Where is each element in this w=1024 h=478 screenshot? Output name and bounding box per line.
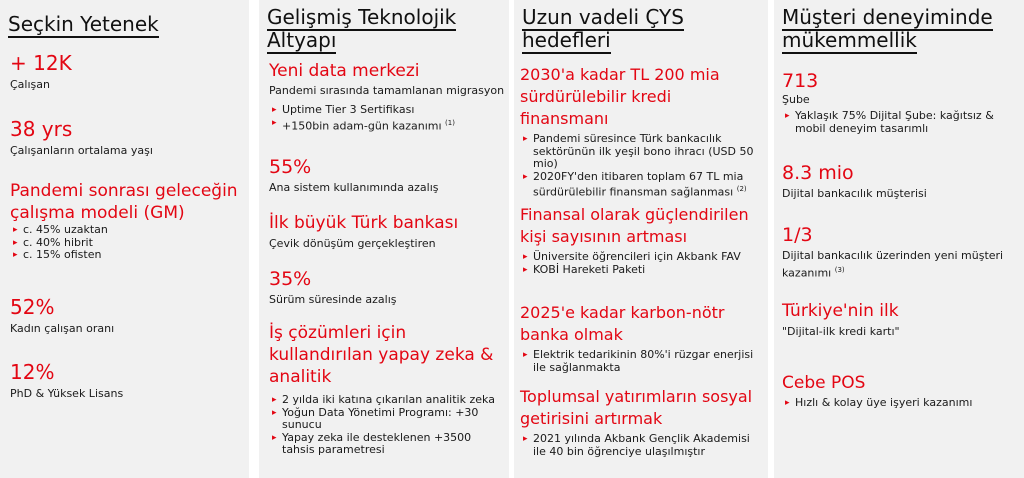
stat-cebe-pos [774, 372, 1024, 410]
goal-social-investment [514, 386, 768, 458]
stat-women [0, 296, 249, 336]
bullet-item: ▸ c. 15% ofisten [10, 249, 245, 262]
stat-label: Dijital bankacılık müşterisi [782, 187, 927, 200]
stat-branches [774, 70, 1024, 135]
stat-value: 35% [269, 268, 312, 290]
stat-value: 55% [269, 156, 312, 178]
stat-value: + 12K [10, 51, 72, 75]
bullet-item: ▸ KOBİ Hareketi Paketi [520, 264, 764, 277]
stat-title: Cebe POS [782, 373, 866, 393]
stat-label: Kadın çalışan oranı [10, 322, 115, 335]
column-customer-experience [774, 0, 1024, 478]
bullet-item: ▸ 2020FY'den itibaren toplam 67 TL mia sürdürülebilir finansman sağlanması $^{(2)}$ [520, 171, 764, 200]
stat-average-age [0, 118, 249, 158]
bullet-item: ▸ Uptime Tier 3 Sertifikası [269, 104, 505, 117]
column-talent [0, 0, 249, 478]
goal-carbon-neutral [514, 302, 768, 374]
stat-value: 38 yrs [10, 117, 73, 141]
bullet-item: ▸ Elektrik tedarikinin 80%'i rüzgar enerjisi ile sağlanmakta [520, 349, 764, 374]
bullet-item: ▸ Yaklaşık 75% Dijital Şube: kağıtsız & mobil deneyim tasarımlı [782, 110, 1020, 135]
block-title: Yeni data merkezi [269, 61, 420, 81]
bullet-item: ▸ Hızlı & kolay üye işyeri kazanımı [782, 397, 1020, 410]
ai-block [259, 322, 509, 457]
stat-agile [259, 212, 509, 251]
stat-value: 713 [782, 70, 819, 92]
column-title: Müşteri deneyiminde mükemmellik [782, 5, 993, 52]
bullet-item: ▸ Üniversite öğrencileri için Akbank FAV [520, 251, 764, 264]
bullet-item: ▸ c. 40% hibrit [10, 237, 245, 250]
stat-digital-customers [774, 162, 1024, 201]
goal-title: Toplumsal yatırımların sosyal getirisini artırmak [520, 387, 753, 428]
stat-value: 1/3 [782, 224, 813, 246]
stat-label: Dijital bankacılık üzerinden yeni müşteri kazanımı $^{(3)}$ [782, 249, 1004, 280]
bullet-item: ▸ +150bin adam-gün kazanımı $^{(1)}$ [269, 117, 505, 133]
column-title: Uzun vadeli ÇYS hedefleri [522, 5, 684, 52]
work-model [0, 180, 249, 262]
column-esg [514, 0, 768, 478]
stat-label: PhD & Yüksek Lisans [10, 387, 124, 400]
stat-release [259, 268, 509, 307]
stat-label: Çalışanların ortalama yaşı [10, 144, 153, 157]
stat-mainframe [259, 156, 509, 195]
stat-label: Ana sistem kullanımında azalış [269, 181, 439, 194]
bullet-item: ▸ 2 yılda iki katına çıkarılan analitik zeka [269, 394, 505, 407]
goal-financial-empowerment [514, 204, 768, 276]
stat-title: İlk büyük Türk bankası [269, 213, 459, 233]
stat-phd [0, 361, 249, 401]
footnote: (3) [834, 266, 845, 274]
column-technology [259, 0, 509, 478]
goal-title: 2030'a kadar TL 200 mia sürdürülebilir kredi finansmanı [520, 65, 720, 128]
stat-employees [0, 52, 249, 92]
bullet-item: ▸ Yapay zeka ile desteklenen +3500 tahsis parametresi [269, 432, 505, 457]
bullet-item: ▸ Yoğun Data Yönetimi Programı: +30 sunucu [269, 407, 505, 432]
footnote: (1) [445, 118, 455, 127]
column-title: Gelişmiş Teknolojik Altyapı [267, 5, 457, 52]
stat-label: "Dijital-ilk kredi kartı" [782, 325, 900, 338]
stat-value: 12% [10, 360, 55, 384]
column-title: Seçkin Yetenek [8, 12, 159, 36]
goal-title: 2025'e kadar karbon-nötr banka olmak [520, 303, 725, 344]
stat-label: Çevik dönüşüm gerçekleştiren [269, 237, 436, 250]
stat-label: Çalışan [10, 78, 50, 91]
goal-sustainable-finance [514, 64, 768, 200]
goal-title: Finansal olarak güçlendirilen kişi sayısının artması [520, 205, 749, 246]
stat-value: 8.3 mio [782, 162, 854, 184]
bullet-item: ▸ c. 45% uzaktan [10, 224, 245, 237]
stat-value: 52% [10, 295, 55, 319]
stat-first-digital-card [774, 300, 1024, 339]
stat-title: Türkiye'nin ilk [782, 301, 899, 321]
bullet-item: ▸ 2021 yılında Akbank Gençlik Akademisi ile 40 bin öğrenciye ulaşılmıştır [520, 433, 764, 458]
stat-label: Şube [782, 93, 810, 106]
work-model-title: Pandemi sonrası geleceğin çalışma modeli (GM) [10, 181, 238, 223]
block-title: İş çözümleri için kullandırılan yapay zeka & analitik [269, 323, 494, 387]
footnote: (2) [736, 185, 747, 194]
block-desc: Pandemi sırasında tamamlanan migrasyon [269, 84, 505, 97]
data-center-block [259, 60, 509, 133]
stat-label: Sürüm süresinde azalış [269, 293, 397, 306]
stat-new-customer-acquisition [774, 224, 1024, 281]
bullet-item: ▸ Pandemi süresince Türk bankacılık sektörünün ilk yeşil bono ihracı (USD 50 mio) [520, 133, 764, 171]
